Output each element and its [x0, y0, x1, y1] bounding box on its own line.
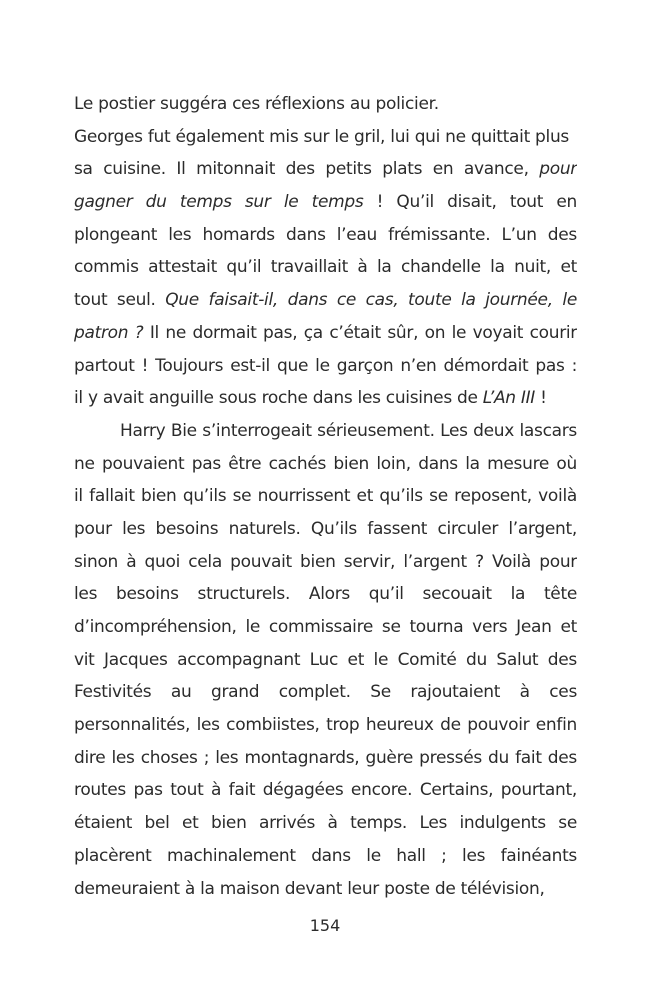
- text-line: [74, 153, 577, 186]
- text-line: [74, 774, 577, 807]
- text-segment: ! Qu’il disait, tout en: [363, 192, 577, 213]
- text-line: [74, 448, 577, 481]
- text-line: [74, 251, 577, 284]
- text-segment: il y avait anguille sous roche dans les cuisines de: [74, 388, 483, 409]
- text-line: [74, 807, 577, 840]
- text-segment: d’incompréhension, le commissaire se tourna vers Jean et: [74, 617, 577, 637]
- text-segment: demeuraient à la maison devant leur poste de télévision,: [74, 878, 545, 899]
- text-segment: routes pas tout à fait dégagées encore. Certains, pourtant,: [74, 780, 577, 801]
- text-segment: partout ! Toujours est-il que le garçon n’en démordait pas :: [74, 355, 577, 376]
- text-line: [74, 578, 577, 611]
- text-segment: Le postier suggéra ces réflexions au policier.: [74, 94, 439, 114]
- text-segment: plongeant les homards dans l’eau frémissante. L’un des: [74, 224, 577, 245]
- text-line: [74, 611, 577, 644]
- text-segment: Il ne dormait pas, ça c’était sûr, on le voyait courir: [143, 322, 577, 343]
- text-segment: vit Jacques accompagnant Luc et le Comité du Salut des: [74, 649, 577, 670]
- text-line: [74, 219, 577, 252]
- text-line: [74, 676, 577, 709]
- text-line: [74, 284, 577, 317]
- italic-text: Que faisait-il, dans ce cas, toute la journée, le: [165, 290, 577, 311]
- text-segment: sa cuisine. Il mitonnait des petits plats en avance,: [74, 159, 540, 180]
- text-line: [74, 382, 577, 415]
- text-segment: Georges fut également mis sur le gril, lui qui ne quittait plus: [74, 126, 569, 147]
- text-segment: !: [535, 388, 547, 409]
- text-segment: placèrent machinalement dans le hall ; les fainéants: [74, 845, 577, 866]
- text-segment: commis attestait qu’il travaillait à la chandelle la nuit, et: [74, 257, 577, 278]
- body-text: [74, 88, 577, 905]
- italic-text: L’An III: [482, 388, 536, 409]
- text-line: [74, 186, 577, 219]
- text-segment: personnalités, les combiistes, trop heureux de pouvoir enfin: [74, 715, 577, 736]
- italic-text: patron ?: [74, 322, 144, 343]
- text-line: [74, 513, 577, 546]
- text-segment: pour les besoins naturels. Qu’ils fassent circuler l’argent,: [74, 518, 577, 539]
- text-segment: dire les choses ; les montagnards, guère pressés du fait des: [74, 747, 577, 768]
- text-line: [74, 546, 577, 579]
- text-segment: tout seul.: [74, 290, 166, 311]
- text-segment: Harry Bie s’interrogeait sérieusement. Les deux lascars: [120, 420, 577, 441]
- text-line: [74, 480, 577, 513]
- text-line: [74, 840, 577, 873]
- text-segment: il fallait bien qu’ils se nourrissent et qu’ils se reposent, voilà: [74, 486, 577, 507]
- text-line: [74, 742, 577, 775]
- text-line: [74, 88, 577, 121]
- italic-text: pour: [539, 159, 577, 180]
- text-segment: les besoins structurels. Alors qu’il secouait la tête: [74, 584, 577, 605]
- text-segment: Festivités au grand complet. Se rajoutaient à ces: [74, 682, 577, 703]
- text-line: [74, 644, 577, 677]
- text-line: [74, 350, 577, 383]
- italic-text: gagner du temps sur le temps: [74, 192, 364, 213]
- text-segment: ne pouvaient pas être cachés bien loin, dans la mesure où: [74, 453, 577, 474]
- text-segment: étaient bel et bien arrivés à temps. Les indulgents se: [74, 813, 577, 834]
- page-number: 154: [309, 916, 341, 935]
- text-line: [74, 317, 577, 350]
- text-line: [74, 873, 577, 906]
- text-line: [74, 121, 577, 154]
- text-line: [74, 709, 577, 742]
- text-segment: sinon à quoi cela pouvait bien servir, l’argent ? Voilà pour: [74, 551, 577, 572]
- text-line: [74, 415, 577, 448]
